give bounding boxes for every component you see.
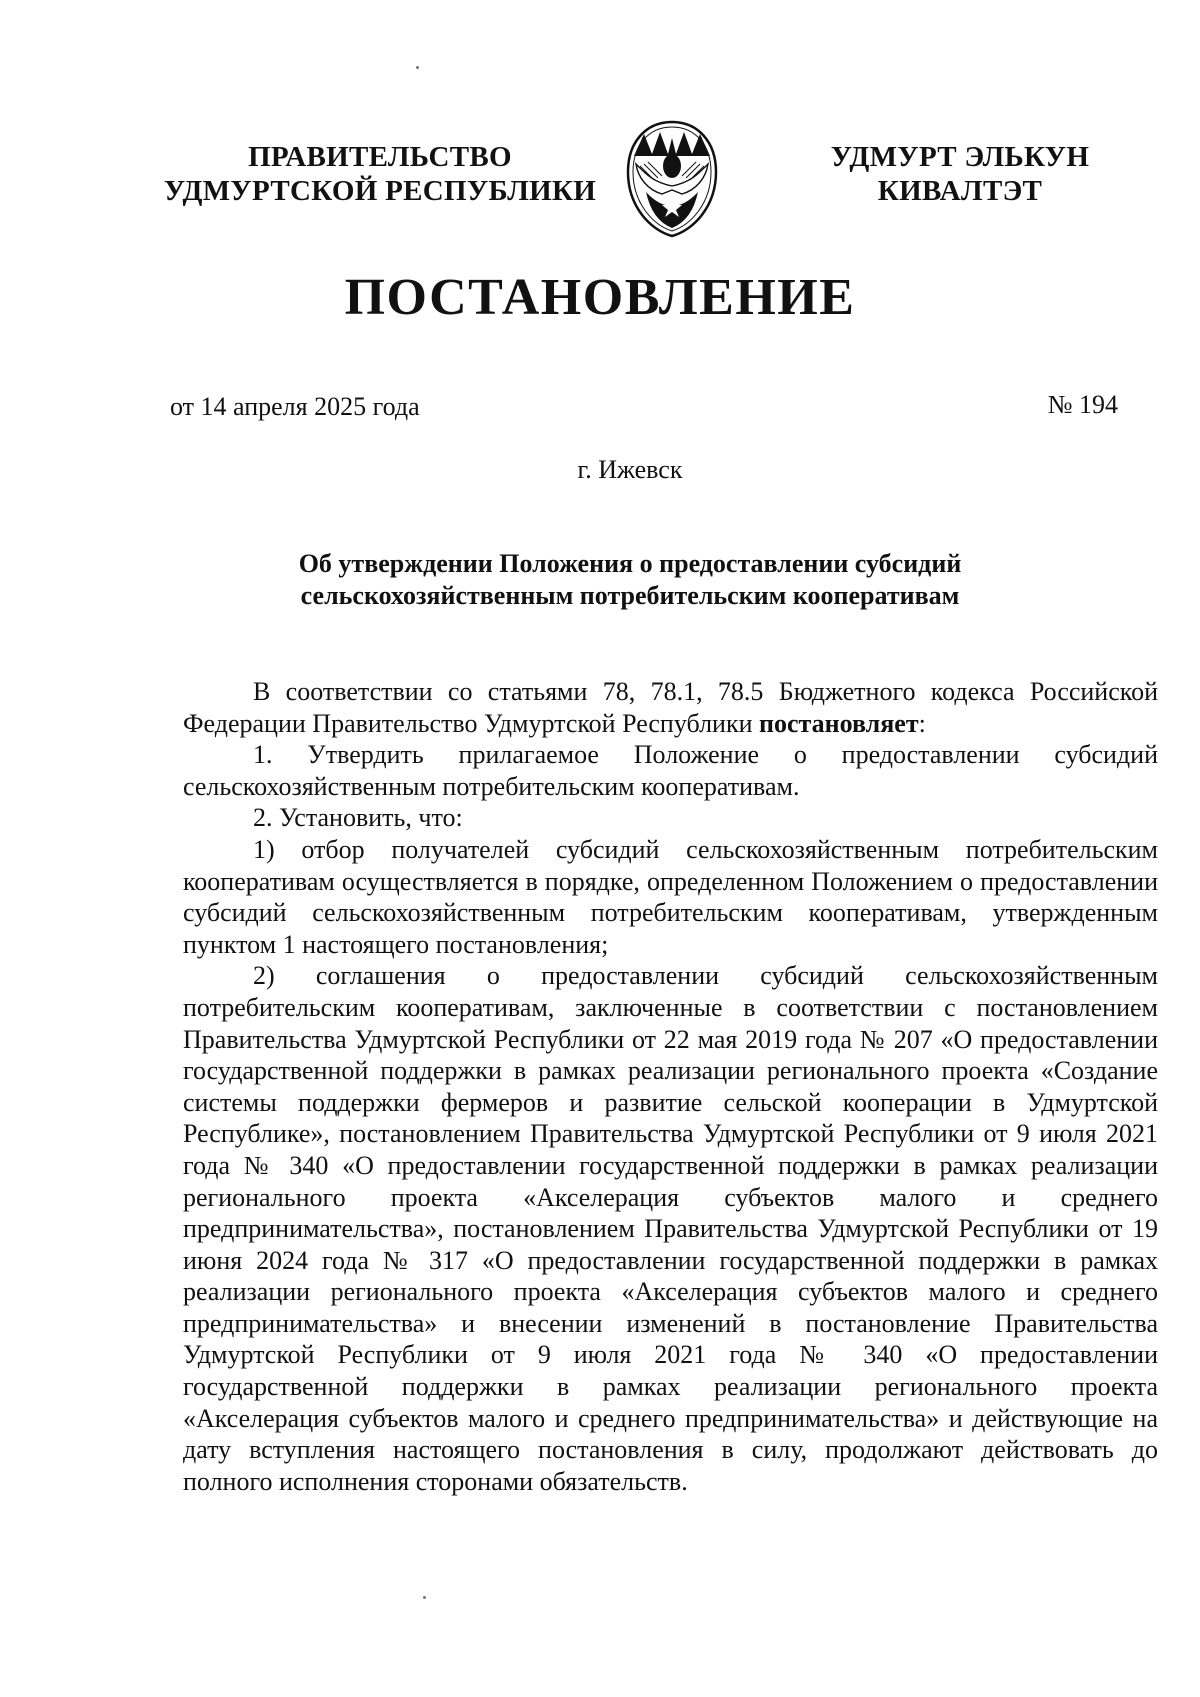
organization-name-line: УДМУРТСКОЙ РЕСПУБЛИКИ (163, 175, 597, 207)
udmurt-coat-of-arms-icon (622, 120, 722, 238)
body-paragraph: 2. Установить, что: (253, 803, 463, 833)
document-type: ПОСТАНОВЛЕНИЕ (344, 269, 856, 326)
body-paragraph-text: В соответствии со статьями 78, 78.1, 78.5 Бюджетного кодекса Российской Федерации Правительство Удмуртской Республики (183, 677, 1158, 738)
body-paragraph (183, 676, 1158, 739)
organization-name-line: УДМУРТ ЭЛЬКУН (830, 141, 1090, 173)
decree-keyword: постановляет (759, 708, 919, 738)
organization-name-line: КИВАЛТЭТ (877, 175, 1043, 207)
document-title (180, 548, 1080, 612)
document-number: № 194 (1047, 390, 1118, 419)
body-paragraph-text: : (918, 708, 926, 738)
organization-name-udmurt (790, 140, 1130, 208)
scan-speck (416, 66, 419, 69)
document-title-line: Об утверждении Положения о предоставлении субсидий (298, 549, 962, 578)
body-paragraph: 2) соглашения о предоставлении субсидий сельскохозяйственным потребительским кооперативам, заключенные в соответствии с постановлением Правительства Удмуртской Республики от 22 мая 2019 года № 207 «О предоставлении государственной поддержки в рамках реализации регионального проекта «Создание системы поддержки фермеров и развитие сельской кооперации в Удмуртской Республике», постановлением Правительства Удмуртской Республики от 9 июля 2021 года № 340 «О предоставлении государственной поддержки в рамках реализации регионального проекта «Акселерация субъектов малого и среднего предпринимательства», постановлением Правительства Удмуртской Республики от 19 июня 2024 года № 317 «О предоставлении государственной поддержки в рамках реализации регионального проекта «Акселерация субъектов малого и среднего предпринимательства» и внесении изменений в постановление Правительства Удмуртской Республики от 9 июля 2021 года № 340 «О предоставлении государственной поддержки в рамках реализации регионального проекта «Акселерация субъектов малого и среднего предпринимательства» и действующие на дату вступления настоящего постановления в силу, продолжают действовать до полного исполнения сторонами обязательств. (183, 961, 1158, 1496)
document-body (183, 676, 1158, 1497)
organization-name-line: ПРАВИТЕЛЬСТВО (248, 141, 512, 173)
document-title-line: сельскохозяйственным потребительским кооперативам (300, 581, 960, 610)
organization-name-russian (150, 140, 610, 208)
body-paragraph: 1. Утвердить прилагаемое Положение о предоставлении субсидий сельскохозяйственным потребительским кооперативам. (183, 740, 1158, 801)
document-city: г. Ижевск (577, 455, 683, 484)
body-paragraph: 1) отбор получателей субсидий сельскохозяйственным потребительским кооперативам осуществляется в порядке, определенном Положением о предоставлении субсидий сельскохозяйственным потребительским кооперативам, утвержденным пунктом 1 настоящего постановления; (183, 834, 1158, 959)
scan-speck (423, 1596, 426, 1599)
document-date: от 14 апреля 2025 года (170, 392, 420, 421)
document-header (0, 140, 1200, 250)
